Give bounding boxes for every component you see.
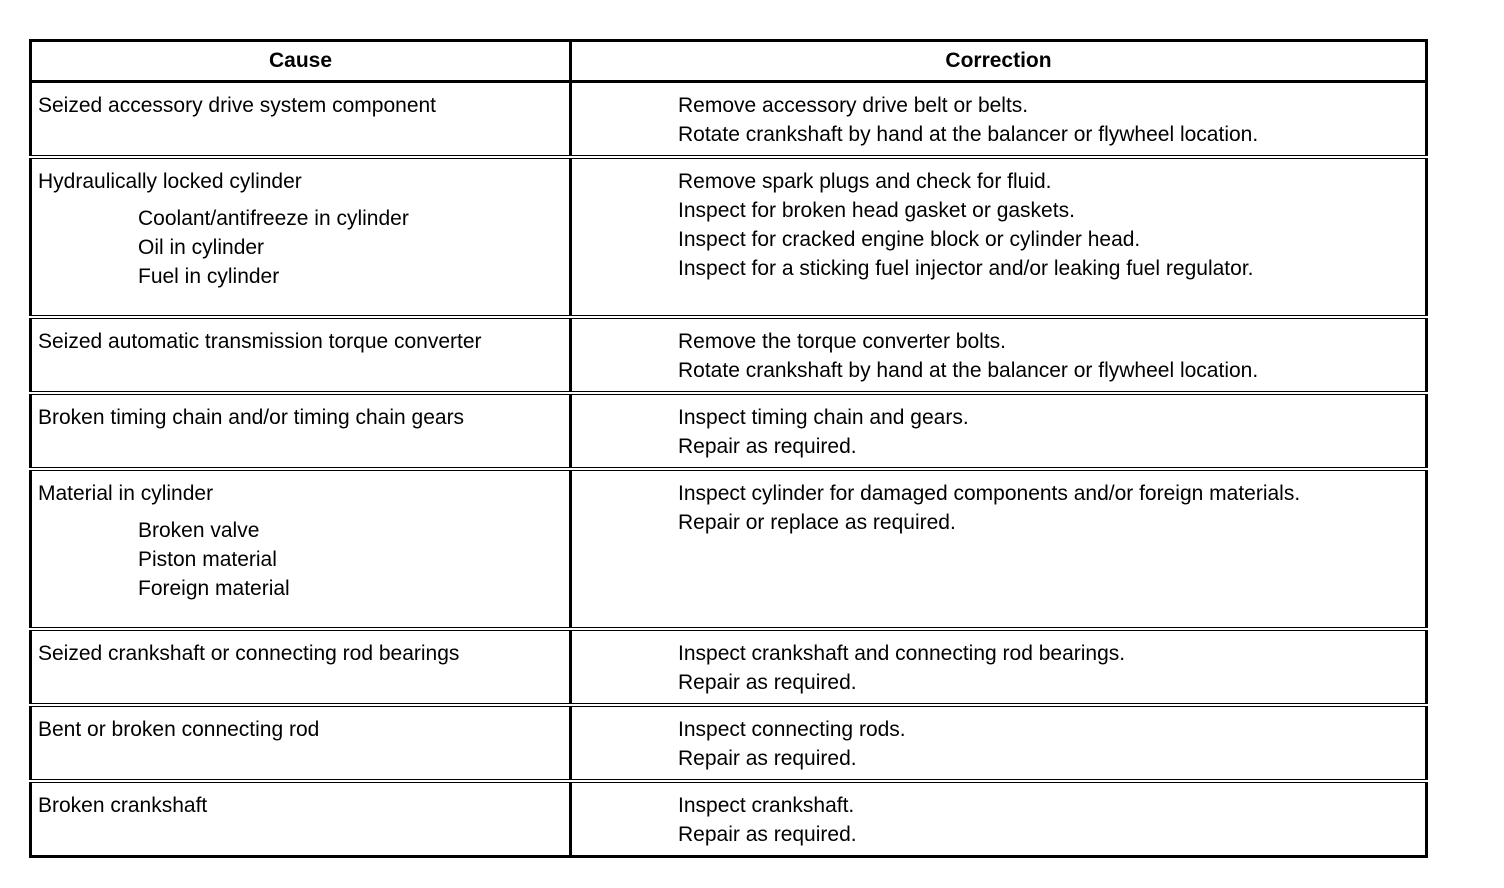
- cause-text: Bent or broken connecting rod: [38, 718, 320, 741]
- correction-line: Rotate crankshaft by hand at the balancer or flywheel location.: [678, 359, 1259, 382]
- correction-cell: [571, 781, 1427, 857]
- cause-text: Seized accessory drive system component: [38, 94, 437, 117]
- table-row: [31, 82, 1427, 158]
- cause-text: Seized automatic transmission torque converter: [38, 330, 482, 353]
- table-row: [31, 629, 1427, 705]
- correction-line: Repair as required.: [678, 671, 857, 694]
- correction-line: Remove spark plugs and check for fluid.: [678, 170, 1052, 193]
- cause-cell: [31, 393, 571, 469]
- table-row: [31, 317, 1427, 393]
- sub-cause-item: Piston material: [138, 548, 277, 571]
- cause-cell: [31, 82, 571, 158]
- table-row: [31, 157, 1427, 317]
- cause-cell: [31, 705, 571, 781]
- sub-cause-item: Fuel in cylinder: [138, 265, 280, 288]
- table-row: [31, 705, 1427, 781]
- correction-line: Inspect for broken head gasket or gaskets.: [678, 199, 1075, 222]
- correction-line: Repair as required.: [678, 747, 857, 770]
- cause-text: Material in cylinder: [38, 482, 214, 505]
- sub-cause-item: Broken valve: [138, 519, 260, 542]
- correction-cell: [571, 157, 1427, 317]
- correction-line: Remove the torque converter bolts.: [678, 330, 1007, 353]
- correction-line: Remove accessory drive belt or belts.: [678, 94, 1029, 117]
- cause-cell: [31, 469, 571, 629]
- correction-line: Rotate crankshaft by hand at the balancer or flywheel location.: [678, 123, 1259, 146]
- sub-cause-item: Oil in cylinder: [138, 236, 265, 259]
- correction-line: Inspect for cracked engine block or cylinder head.: [678, 228, 1141, 251]
- correction-line: Inspect crankshaft.: [678, 794, 855, 817]
- header-row: [31, 41, 1427, 82]
- cause-cell: [31, 157, 571, 317]
- correction-cell: [571, 705, 1427, 781]
- correction-cell: [571, 317, 1427, 393]
- cause-correction-table: [29, 39, 1428, 858]
- correction-header: Correction: [571, 41, 1427, 82]
- table-row: [31, 469, 1427, 629]
- cause-cell: [31, 781, 571, 857]
- sub-cause-list: [38, 204, 565, 291]
- table-row: [31, 781, 1427, 857]
- sub-cause-item: Coolant/antifreeze in cylinder: [138, 207, 409, 230]
- correction-cell: [571, 82, 1427, 158]
- correction-line: Repair or replace as required.: [678, 511, 956, 534]
- cause-text: Hydraulically locked cylinder: [38, 170, 302, 193]
- correction-line: Repair as required.: [678, 435, 857, 458]
- cause-text: Seized crankshaft or connecting rod bearings: [38, 642, 460, 665]
- correction-line: Inspect for a sticking fuel injector and/or leaking fuel regulator.: [678, 257, 1254, 280]
- correction-line: Inspect crankshaft and connecting rod bearings.: [678, 642, 1126, 665]
- correction-line: Repair as required.: [678, 823, 857, 846]
- cause-text: Broken crankshaft: [38, 794, 208, 817]
- correction-line: Inspect cylinder for damaged components and/or foreign materials.: [678, 482, 1301, 505]
- cause-cell: [31, 317, 571, 393]
- cause-header: Cause: [31, 41, 571, 82]
- cause-text: Broken timing chain and/or timing chain gears: [38, 406, 465, 429]
- cause-cell: [31, 629, 571, 705]
- correction-cell: [571, 469, 1427, 629]
- sub-cause-item: Foreign material: [138, 577, 290, 600]
- correction-cell: [571, 629, 1427, 705]
- sub-cause-list: [38, 516, 565, 603]
- correction-line: Inspect connecting rods.: [678, 718, 906, 741]
- correction-line: Inspect timing chain and gears.: [678, 406, 969, 429]
- table-row: [31, 393, 1427, 469]
- correction-cell: [571, 393, 1427, 469]
